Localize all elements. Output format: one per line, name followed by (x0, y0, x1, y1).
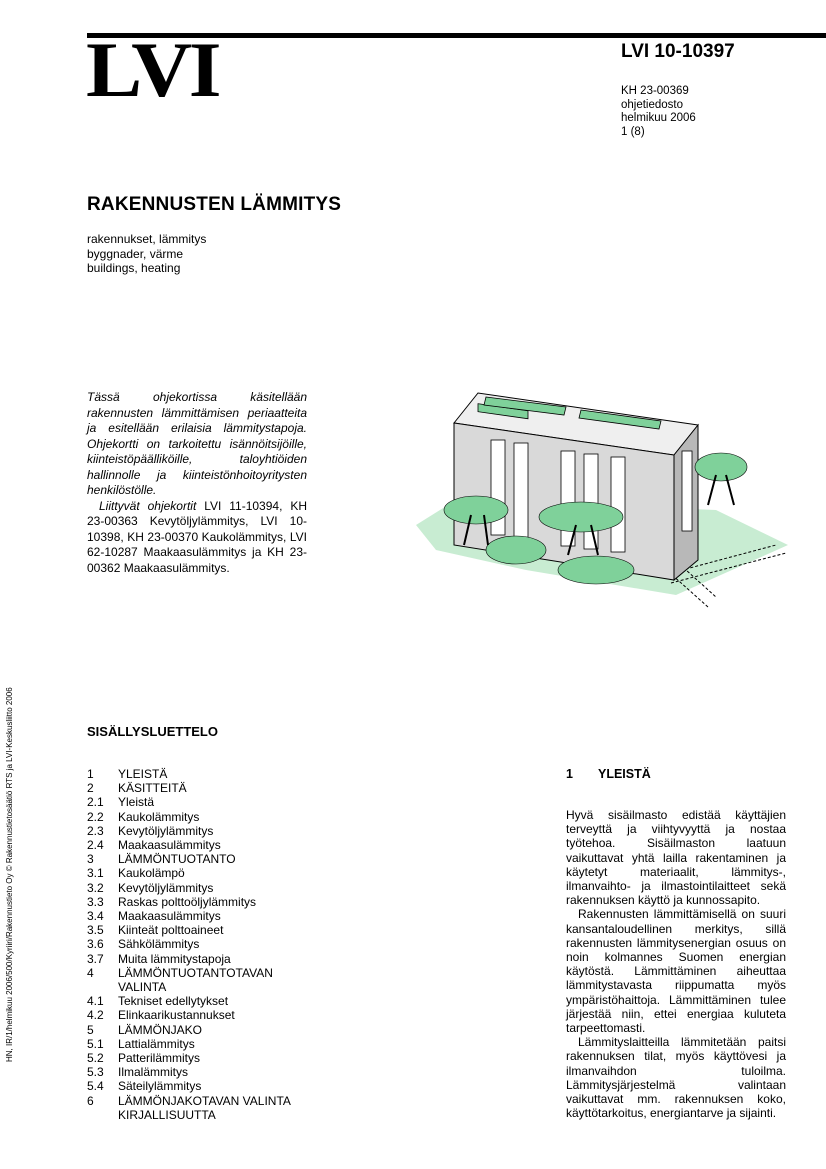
page-title: RAKENNUSTEN LÄMMITYS (87, 194, 342, 215)
toc-item (87, 1023, 327, 1037)
toc-item (87, 881, 327, 895)
toc-item (87, 852, 327, 866)
toc-label: Tekniset edellytykset (118, 994, 229, 1009)
body-paragraph: Rakennusten lämmittämisellä on suuri kansantaloudellinen merkitys, sillä rakennusten lämmitysenergian osuus on noin kolmannes Suomen energian käytöstä. Lämmittäminen aiheuttaa lämmitystavasta riippumatta myös ympäristöhaittoja. Lämmittäminen tulee järjestää niin, ettei energiaa kuluteta tarpeettomasti. (566, 907, 786, 1036)
toc-item (87, 937, 327, 951)
toc-number: 3.1 (87, 866, 104, 881)
toc-number: 5.1 (87, 1036, 104, 1051)
body-paragraph: Lämmityslaitteilla lämmitetään paitsi rakennuksen tilat, myös käyttövesi ja ilmanvaihdon tuloilma. Lämmitysjärjestelmä valintaan vaikuttavat mm. rakennuksen koko, käyttötarkoitus, energiantarve ja sijainti. (566, 1035, 786, 1121)
meta-line: KH 23-00369 (621, 85, 689, 97)
toc-number: 1 (87, 767, 94, 781)
lvi-logo: LVI (86, 26, 219, 113)
toc-item (87, 824, 327, 838)
meta-line: helmikuu 2006 (621, 112, 696, 124)
toc-item (87, 795, 327, 809)
toc-label: Ilmalämmitys (118, 1065, 189, 1080)
toc-number (87, 1108, 118, 1122)
side-window (682, 451, 692, 531)
abstract-paragraph: Tässä ohjekortissa käsitellään rakennusten lämmittämisen periaatteita ja esitellään erilaisia lämmitystapoja. Ohjekortti on tarkoitettu isännöitsijöille, kiinteistöpäälliköille, taloyhtiöiden hallinnolle ja kiinteistönhoitoyritysten henkilöstölle. (87, 390, 307, 497)
toc-label: Raskas polttoöljylämmitys (118, 894, 257, 909)
toc-item (87, 966, 327, 980)
toc-label: Muita lämmitystapoja (118, 951, 231, 966)
meta-line: 1 (8) (621, 125, 645, 138)
toc-number: 3.7 (87, 951, 104, 966)
related-lead: Liittyvät ohjekortit (99, 498, 197, 513)
section-title: YLEISTÄ (598, 767, 651, 781)
toc-number: 3.4 (87, 909, 104, 924)
toc-label: YLEISTÄ (118, 767, 168, 781)
toc-item (87, 980, 327, 994)
shrub (486, 536, 546, 564)
tree-canopy (695, 453, 747, 481)
toc-number: 6 (87, 1093, 94, 1108)
toc-label: Patterilämmitys (118, 1051, 201, 1066)
toc-item (87, 909, 327, 923)
toc-number: 5.4 (87, 1079, 104, 1094)
toc-item (87, 838, 327, 852)
toc-label: Sähkölämmitys (118, 937, 200, 952)
toc-label: Kiinteät polttoaineet (118, 923, 224, 938)
toc-number: 4.1 (87, 994, 104, 1009)
toc-item (87, 923, 327, 937)
toc-number: 2.3 (87, 823, 104, 838)
toc-item (87, 1037, 327, 1051)
toc-label: Kaukolämmitys (118, 809, 200, 824)
toc-item (87, 994, 327, 1008)
window-column (611, 457, 625, 552)
shrub (558, 556, 634, 584)
toc-number: 2.4 (87, 838, 104, 853)
toc-label: Kaukolämpö (118, 866, 185, 881)
building-illustration (416, 385, 788, 615)
toc-number: 3.2 (87, 880, 104, 895)
toc-label: Maakaasulämmitys (118, 909, 221, 924)
tree-canopy (444, 496, 508, 524)
document-meta (621, 85, 696, 139)
toc-item (87, 1051, 327, 1065)
toc-label: LÄMMÖNJAKOTAVAN VALINTA (118, 1093, 291, 1108)
toc-label: VALINTA (118, 980, 167, 995)
keywords (87, 232, 206, 276)
toc-item (87, 810, 327, 824)
toc-item (87, 952, 327, 966)
toc-label: Kevytöljylämmitys (118, 880, 214, 895)
toc-label: LÄMMÖNJAKO (118, 1022, 203, 1037)
toc-label: Yleistä (118, 795, 155, 810)
toc-title: SISÄLLYSLUETTELO (87, 724, 218, 739)
section-body (566, 808, 786, 1120)
side-note: HN, IR/1/helmikuu 2006/500/Kyriiri/Rakennustieto Oy © Rakennustietosäätiö RTS ja LVI-Keskusliitto 2006 (5, 687, 14, 1062)
toc-item (87, 767, 327, 781)
tree-canopy (539, 502, 623, 532)
section-heading (566, 767, 651, 782)
toc-label: Maakaasulämmitys (118, 838, 221, 853)
toc-item (87, 866, 327, 880)
body-paragraph: Hyvä sisäilmasto edistää käyttäjien terveyttä ja viihtyvyyttä ja nostaa työtehoa. Sisäilmaston laatuun vaikuttavat yhtä lailla rakentaminen ja käytetyt materiaalit, lämmitys-, ilmanvaihto- ja ilmastointilaitteet sekä rakennuksen käyttö ja kunnossapito. (566, 808, 786, 908)
document-id: LVI 10-10397 (621, 41, 735, 62)
toc-item (87, 1108, 327, 1122)
toc-item (87, 1008, 327, 1022)
abstract (87, 390, 307, 576)
section-number: 1 (566, 767, 573, 781)
toc-item (87, 1094, 327, 1108)
toc-number: 2.1 (87, 795, 104, 810)
toc-number: 4 (87, 965, 94, 980)
toc-number: 4.2 (87, 1008, 104, 1023)
window-column (584, 454, 598, 549)
toc-number: 3.5 (87, 923, 104, 938)
toc-item (87, 1065, 327, 1079)
toc-label: Säteilylämmitys (118, 1079, 202, 1094)
table-of-contents (87, 767, 327, 1122)
related-list: LVI 11-10394, KH 23-00363 Kevytöljylämmitys, LVI 10-10398, KH 23-00370 Kaukolämmitys, LVI 62-10287 Maakaasulämmitys ja KH 23-00362 Maakaasulämmitys. (87, 498, 307, 575)
keyword-line: rakennukset, lämmitys (87, 232, 207, 246)
toc-item (87, 895, 327, 909)
meta-line: ohjetiedosto (621, 98, 684, 111)
toc-number: 5.3 (87, 1065, 104, 1080)
toc-label: LÄMMÖNTUOTANTO (118, 852, 236, 867)
toc-label: KÄSITTEITÄ (118, 781, 187, 796)
toc-number (87, 980, 118, 994)
window-column (514, 443, 528, 538)
related-cards (87, 499, 307, 577)
toc-number: 3.3 (87, 894, 104, 909)
toc-number: 3 (87, 852, 94, 867)
toc-label: Lattialämmitys (118, 1036, 195, 1051)
toc-item (87, 1079, 327, 1093)
toc-number: 3.6 (87, 937, 104, 952)
toc-label: KIRJALLISUUTTA (118, 1107, 216, 1122)
toc-number: 2.2 (87, 809, 104, 824)
toc-label: Elinkaarikustannukset (118, 1008, 235, 1023)
keyword-line: buildings, heating (87, 261, 181, 275)
toc-number: 5.2 (87, 1051, 104, 1066)
toc-number: 2 (87, 781, 94, 796)
keyword-line: byggnader, värme (87, 246, 184, 261)
toc-label: LÄMMÖNTUOTANTOTAVAN (118, 965, 273, 980)
toc-label: Kevytöljylämmitys (118, 823, 214, 838)
toc-number: 5 (87, 1022, 94, 1037)
toc-item (87, 781, 327, 795)
